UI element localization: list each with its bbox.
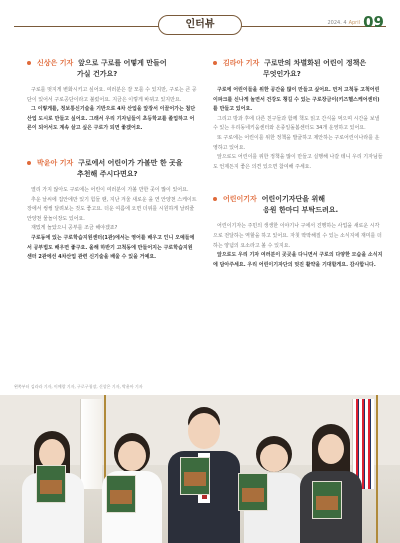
answer-paragraph: 어린이기자는 주민의 생생한 이야기나 구에서 진행하는 사업을 새로운 시각으로 전달하는 역할을 하고 있어요. 자칫 딱딱해질 수 있는 소식지에 재미를 더하는 양념의 요소라고 볼 수 있지요. (213, 223, 382, 249)
book (180, 457, 210, 495)
answer-paragraph: 재밌게 놀았으니 공부를 조금 해야겠죠? (31, 225, 118, 232)
flag-pole (376, 395, 378, 543)
question-text: 어린이기자단을 위해 (261, 195, 325, 204)
group-photo (0, 395, 400, 543)
answer-paragraph: 그리고 방과 후에 다른 친구들과 함께 책도 읽고 간식을 먹으며 시간을 보낼 수 있는 우리동네키움센터와 온종일돌봄센터도 34개 운영하고 있어요. (213, 115, 380, 132)
question-block (27, 58, 197, 80)
question-line-2: 무엇인가요? (263, 70, 301, 78)
question-block (27, 158, 197, 180)
bullet-dot (27, 161, 31, 165)
answer-paragraph: 구로에 어린이들을 위한 공간을 많이 만들고 싶어요. 먼저 고척동 고척어린이파크를 신나게 놀면서 건강도 챙길 수 있는 구로장금이(키즈헬스케어센터)를 만들고 있어요. (213, 87, 380, 113)
issue-month: April (348, 20, 360, 26)
question-line-2: 추천해 주시다면요? (77, 169, 138, 178)
answer-paragraph: 추운 날씨에 집안에만 있기 힘들 땐, 지난 겨울 새로운 을 연 안양천 스케이트장에서 썽썽 달려보는 것도 좋고요. 더운 여름에 오면 더위를 시원하게 날려줄 안양천 물놀이장도 있어요. (27, 196, 197, 222)
answer-paragraph: 구로를 멋지게 변화시키고 싶어요. 여러분은 잘 모를 수 있지만, 구로는 큰 공단이 있어서 구로공단이라고 불렀어요. 지금은 이렇게 바뀌고 있지만요. (27, 87, 197, 103)
book (106, 475, 136, 513)
bullet-dot (27, 61, 31, 65)
book (238, 473, 268, 511)
page-number: 09 (363, 13, 384, 31)
answer (27, 186, 197, 263)
reporter-name: 어린이기자 (223, 195, 257, 204)
photo-caption: 왼쪽부터 김라라 기자, 이예랑 기자, 구로구청장, 신상은 기자, 박윤아 기자 (14, 384, 143, 389)
reporter-name: 김라아 기자 (223, 59, 260, 67)
bullet-dot (213, 197, 217, 201)
question-text: 구로에서 어린이가 가볼만 한 곳을 (78, 158, 183, 167)
book (36, 465, 66, 503)
answer (27, 86, 197, 134)
question-text: 앞으로 구로를 어떻게 만들어 (78, 59, 167, 67)
right-column (213, 58, 383, 270)
reporter-name: 박윤아 기자 (37, 158, 74, 167)
answer (213, 86, 383, 172)
issue-date (327, 20, 360, 26)
answer (213, 222, 383, 270)
issue-number: 2024. 4 (327, 20, 347, 26)
answer-paragraph: 또 구로에는 어린이를 위한 정책을 발굴하고 제안하는 구로어린이나라를 운영하고 있어요. (213, 134, 380, 151)
book (312, 481, 342, 519)
question-line-2: 가실 건가요? (77, 70, 118, 78)
reporter-name: 신상은 기자 (37, 59, 74, 67)
question-line-1 (37, 58, 197, 69)
question-line-1 (223, 58, 383, 69)
answer-paragraph: 구로동에 있는 구로학습지원센터(1관)에서는 영어를 배우고 인니 오예들에서 공부법도 배우면 좋구요. 올해 하반기 고척동에 만들어지는 구로학습지원센터 2관에선 4차산업 관련 신기술을 배울 수 있을 거예요. (27, 234, 195, 261)
bullet-dot (213, 61, 217, 65)
question-block (213, 194, 383, 216)
question-block (213, 58, 383, 80)
question-text: 구로만의 차별화된 어린이 정책은 (264, 59, 367, 67)
answer-paragraph: 열리 가지 않아도 구로에는 어린이 여러분이 가볼 만한 곳이 많이 있어요. (31, 186, 189, 193)
question-line-1 (223, 194, 383, 205)
answer-paragraph: 앞으로도 어린이를 위한 정책을 많이 만들고 실행해 나갈 테니 우리 기자님들도 언제든지 좋은 의견 있으면 참여해 주세요. (213, 154, 383, 170)
answer-paragraph: 그 이렇게를, 정보통신기술을 기반으로 4차 산업을 앞장서 이끌어가는 첨단 산업 도시로 만들고 싶어요. 그래서 우리 기자님들이 초등학교를 졸업하고 어른이 되어서도 계속 살고 싶은 구로가 되면 좋겠어요. (27, 106, 196, 132)
left-column (27, 58, 197, 263)
question-line-2: 응원 한마디 부탁드려요. (263, 206, 339, 215)
question-line-1 (37, 158, 197, 169)
answer-paragraph: 앞으로도 우리 기자 여러분이 곳곳을 다니면서 구로의 다양한 모습을 소식지에 담아주세요. 우리 어린이기자단의 멋진 활약을 기대할게요. 감사합니다. (213, 252, 383, 268)
section-tab: 인터뷰 (158, 15, 242, 35)
